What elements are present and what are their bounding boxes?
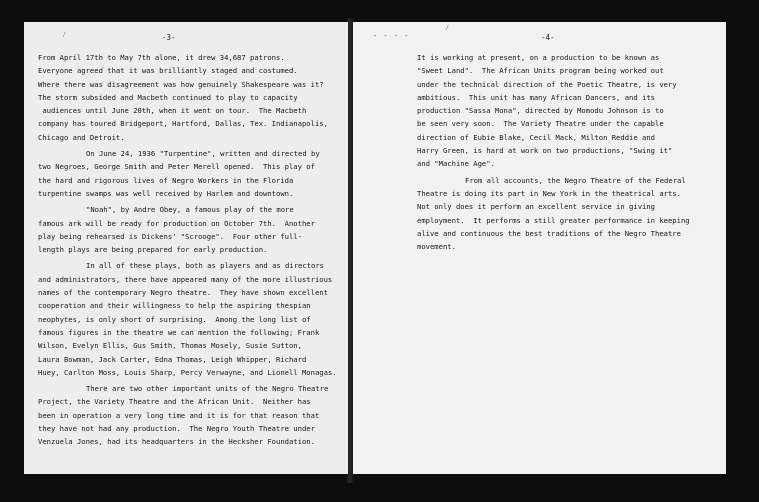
right-page: [353, 22, 726, 474]
text-line: "Sweet Land". The African Units program being worked out: [417, 66, 664, 76]
paragraph: [38, 147, 338, 200]
text-line: In all of these plays, both as players and as directors: [86, 261, 324, 271]
text-line: two Negroes, George Smith and Peter Merell opened. This play of: [38, 162, 315, 172]
text-line: the hard and rigorous lives of Negro Workers in the Florida: [38, 175, 294, 185]
pencil-tick-mark: ⁄: [62, 31, 67, 39]
text-line: On June 24, 1936 "Turpentine", written and directed by: [86, 149, 320, 159]
text-line: movement.: [417, 242, 456, 252]
page-number-left: -3-: [162, 33, 176, 42]
text-line: company has toured Bridgeport, Hartford, Dallas, Tex. Indianapolis,: [38, 119, 328, 129]
paragraph: [38, 51, 338, 144]
left-page: [24, 22, 348, 474]
text-line: Everyone agreed that it was brilliantly staged and costumed.: [38, 66, 298, 76]
text-line: Chicago and Detroit.: [38, 132, 125, 142]
paragraph: [38, 382, 338, 448]
text-line: Huey, Carlton Moss, Louis Sharp, Percy Verwayne, and Lionell Monagas.: [38, 367, 337, 377]
text-line: Laura Bowman, Jack Carter, Edna Thomas, Leigh Whipper, Richard: [38, 354, 307, 364]
text-line: Harry Green, is hard at work on two productions, "Swing it": [417, 146, 673, 156]
text-line: Venzuela Jones, had its headquarters in the Hecksher Foundation.: [38, 437, 315, 447]
text-line: Not only does it perform an excellent service in giving: [417, 202, 655, 212]
text-line: names of the contemporary Negro theatre. They have shown excellent: [38, 288, 328, 298]
paragraph: [38, 203, 338, 256]
text-line: and administrators, there have appeared many of the more illustrious: [38, 274, 333, 284]
text-line: There are two other important units of the Negro Theatre: [86, 384, 329, 394]
text-line: under the technical direction of the Poetic Theatre, is very: [417, 79, 677, 89]
text-line: turpentine swamps was well received by Harlem and downtown.: [38, 188, 294, 198]
text-line: neophytes, is only short of surprising. Among the long list of: [38, 314, 311, 324]
text-line: famous figures in the theatre we can mention the following; Frank: [38, 327, 320, 337]
text-line: length plays are being prepared for early production.: [38, 245, 268, 255]
text-line: cooperation and their willingness to help the aspiring thespian: [38, 301, 311, 311]
text-line: employment. It performs a still greater performance in keeping: [417, 215, 690, 225]
left-page-body: [38, 51, 338, 449]
text-line: be seen very soon. The Variety Theatre under the capable: [417, 119, 664, 129]
text-line: direction of Eubie Blake, Cecil Mack, Milton Reddie and: [417, 132, 655, 142]
text-line: From all accounts, the Negro Theatre of the Federal: [465, 175, 686, 185]
paragraph: [417, 51, 712, 171]
text-line: ambitious. This unit has many African Dancers, and its: [417, 92, 655, 102]
text-line: "Noah", by Andre Obey, a famous play of the more: [86, 205, 294, 215]
dash-mark: - - - -: [373, 32, 410, 40]
text-line: The storm subsided and Macbeth continued to play to capacity: [38, 92, 298, 102]
text-line: been in operation a very long time and it is for that reason that: [38, 410, 320, 420]
text-line: Where there was disagreement was how genuinely Shakespeare was it?: [38, 79, 324, 89]
text-line: audiences until June 20th, when it went on tour. The Macbeth: [38, 106, 307, 116]
text-line: From April 17th to May 7th alone, it drew 34,687 patrons.: [38, 53, 285, 62]
text-line: It is working at present, on a production to be known as: [417, 53, 660, 62]
text-line: production "Sassa Mona", directed by Momodu Johnson is to: [417, 106, 664, 116]
text-line: Project, the Variety Theatre and the African Unit. Neither has: [38, 397, 311, 407]
pencil-tick-mark: ⁄: [445, 24, 450, 32]
text-line: play being rehearsed is Dickens' "Scrooge". Four other full-: [38, 231, 302, 241]
text-line: Theatre is doing its part in New York in the theatrical arts.: [417, 188, 681, 198]
paragraph: [417, 174, 712, 254]
page-number-right: -4-: [541, 33, 555, 42]
paragraph: [38, 259, 338, 379]
text-line: and "Machine Age".: [417, 159, 495, 169]
text-line: Wilson, Evelyn Ellis, Gus Smith, Thomas Mosely, Susie Sutton,: [38, 341, 302, 351]
right-page-body: [417, 51, 712, 253]
text-line: they have not had any production. The Negro Youth Theatre under: [38, 424, 315, 434]
text-line: famous ark will be ready for production on October 7th. Another: [38, 218, 315, 228]
text-line: alive and continuous the best traditions of the Negro Theatre: [417, 228, 681, 238]
